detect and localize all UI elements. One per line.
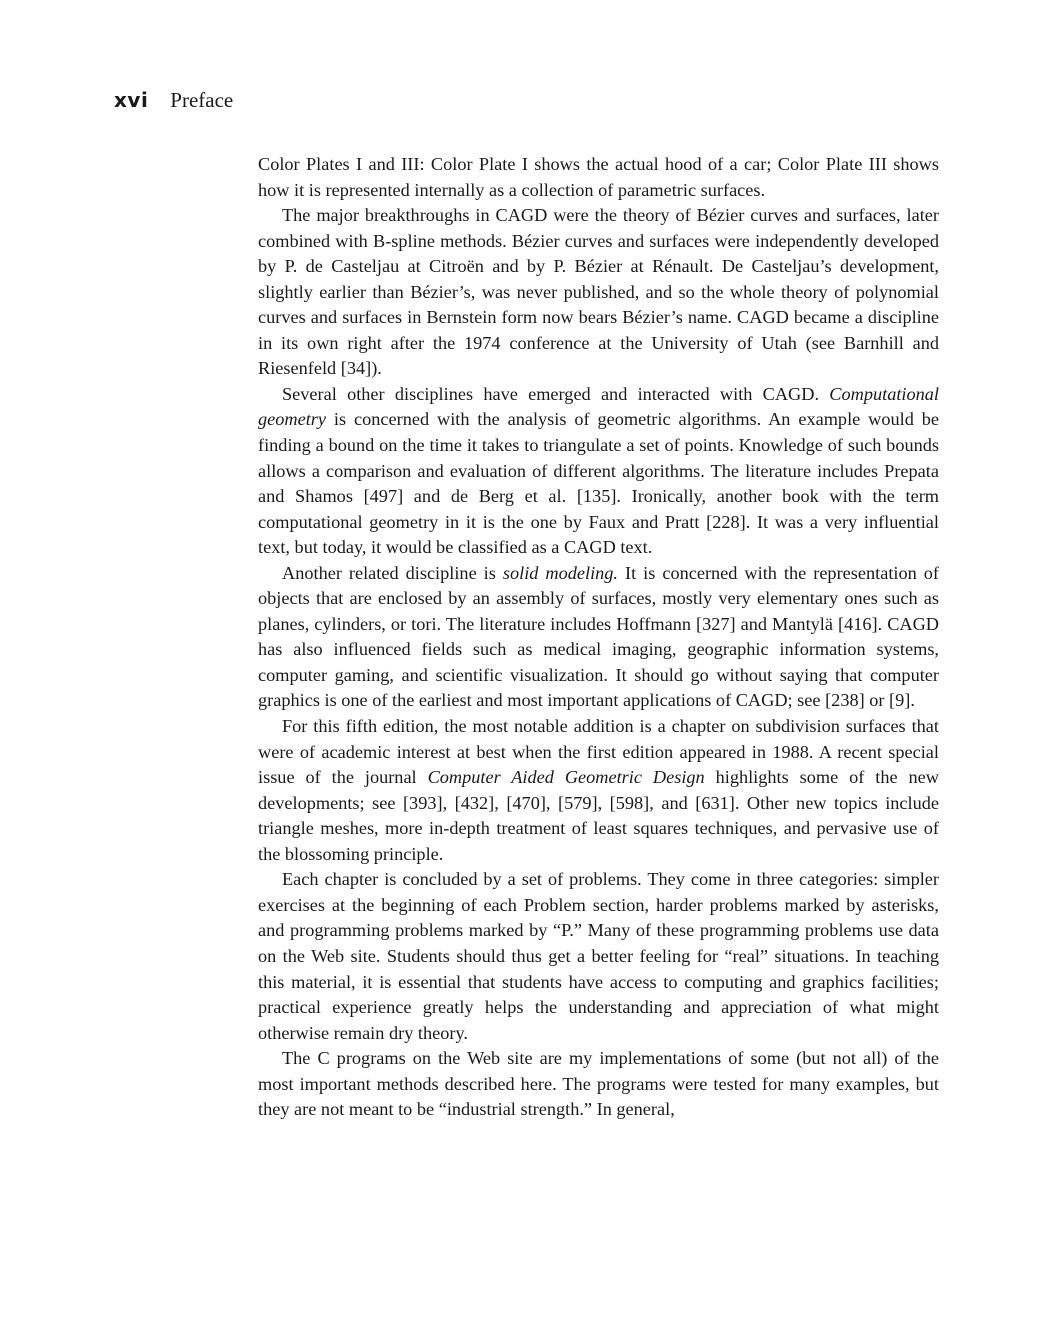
text-run: is concerned with the analysis of geometric algorithms. An example would be finding a bound on the time it takes to triangulate a set of points. Knowledge of such bounds allows a comparison and evaluation of different algorithms. The literature includes Prepata and Shamos [497] and de Berg et al. [135]. Ironically, another book with the term computational geometry in it is the one by Faux and Pratt [228]. It was a very influential text, but today, it would be classified as a CAGD text.	[258, 409, 939, 558]
text-run: Color Plates I and III: Color Plate I shows the actual hood of a car; Color Plate III shows how it is represented internally as a collection of parametric surfaces.	[258, 154, 939, 200]
text-run: Another related discipline is	[282, 562, 503, 583]
text-run: The C programs on the Web site are my implementations of some (but not all) of the most important methods described here. The programs were tested for many examples, but they are not meant to be “industrial strength.” In general,	[258, 1048, 939, 1120]
paragraph	[258, 867, 939, 1046]
italic-term: Computational geometry	[258, 383, 939, 430]
text-run: For this fifth edition, the most notable addition is a chapter on subdivision surfaces that were of academic interest at best when the first edition appeared in 1988. A recent special issue of the journal	[258, 716, 939, 788]
section-title: Preface	[170, 88, 234, 112]
italic-term: Computer Aided Geometric Design	[427, 767, 705, 788]
paragraph	[258, 561, 939, 714]
paragraph	[258, 203, 939, 382]
body-text	[258, 152, 939, 1123]
text-run: highlights some of the new developments; see [393], [432], [470], [579], [598], and [631]. Other new topics include triangle meshes, more in-depth treatment of least squares techniques, and pervasive use of the blossoming principle.	[258, 767, 939, 864]
paragraph	[258, 152, 939, 203]
italic-term: solid modeling.	[502, 562, 619, 583]
text-run: Each chapter is concluded by a set of problems. They come in three categories: simpler exercises at the beginning of each Problem section, harder problems marked by asterisks, and programming problems marked by “P.” Many of these programming problems use data on the Web site. Students should thus get a better feeling for “real” situations. In teaching this material, it is essential that students have access to computing and graphics facilities; practical experience greatly helps the understanding and appreciation of what might otherwise remain dry theory.	[258, 869, 939, 1043]
paragraph	[258, 714, 939, 867]
paragraph	[258, 382, 939, 561]
text-run: Several other disciplines have emerged and interacted with CAGD.	[282, 383, 830, 404]
running-head	[114, 88, 233, 113]
page-number: xvi	[114, 88, 149, 112]
text-run: The major breakthroughs in CAGD were the theory of Bézier curves and surfaces, later combined with B-spline methods. Bézier curves and surfaces were independently developed by P. de Casteljau at Citroën and by P. Bézier at Rénault. De Casteljau’s development, slightly earlier than Bézier’s, was never published, and so the whole theory of polynomial curves and surfaces in Bernstein form now bears Bézier’s name. CAGD became a discipline in its own right after the 1974 conference at the University of Utah (see Barnhill and Riesenfeld [34]).	[258, 205, 939, 379]
paragraph	[258, 1046, 939, 1123]
text-run: It is concerned with the representation of objects that are enclosed by an assembly of surfaces, mostly very elementary ones such as planes, cylinders, or tori. The literature includes Hoffmann [327] and Mantylä [416]. CAGD has also influenced fields such as medical imaging, geographic information systems, computer gaming, and scientific visualization. It should go without saying that computer graphics is one of the earliest and most important applications of CAGD; see [238] or [9].	[258, 562, 939, 711]
